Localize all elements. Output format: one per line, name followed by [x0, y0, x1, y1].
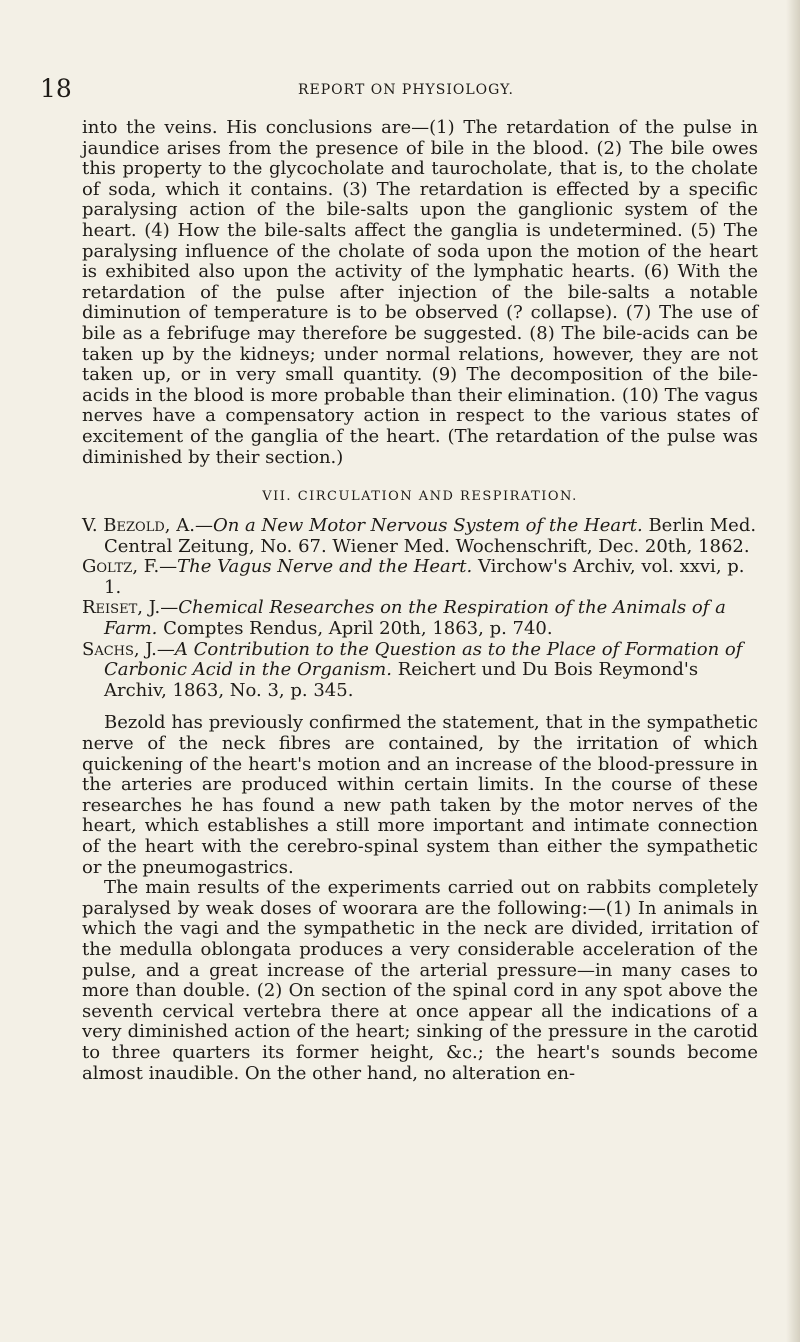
bezold-paragraph: Bezold has previously confirmed the statement, that in the sympathetic nerve of the neck fibres are contained, by the irritation of which quickening of the heart's motion and an increase of the blood-pressure in the arteries are produced within certain limits. In the course of these researches he has found a new path taken by the motor nerves of the heart, which establishes a still more important and intimate connection of the heart with the cerebro-spinal system than either the sympathetic or the pneumogastrics. [82, 712, 758, 878]
reference-author: Goltz, F. [82, 556, 160, 578]
page-header [40, 74, 760, 103]
reference-details: Reichert und Du Bois Reymond's Archiv, 1863, No. 3, p. 345. [104, 659, 699, 701]
reference-entry: Reiset, J.—Chemical Researches on the Respiration of the Animals of a Farm. Comptes Rendus, April 20th, 1863, p. 740. [82, 597, 726, 640]
reference-title: On a New Motor Nervous System of the Heart. [212, 515, 643, 537]
reference-list [82, 516, 758, 701]
section-heading: VII. CIRCULATION AND RESPIRATION. [262, 489, 578, 505]
reference-entry: V. Bezold, A.—On a New Motor Nervous System of the Heart. Berlin Med. Central Zeitung, No. 67. Wiener Med. Wochenschrift, Dec. 20th, 1862. [82, 515, 757, 557]
reference-details: Comptes Rendus, April 20th, 1863, p. 740. [163, 618, 553, 640]
reference-title: The Vagus Nerve and the Heart. [177, 556, 473, 578]
running-head: REPORT ON PHYSIOLOGY. [298, 82, 514, 98]
results-paragraph: The main results of the experiments carried out on rabbits completely paralysed by weak doses of woorara are the following:—(1) In animals in which the vagi and the sympathetic in the neck are divided, irritation of the medulla oblongata produces a very considerable acceleration of the pulse, and a great increase of the arterial pressure—in many cases to more than double. (2) On section of the spinal cord in any spot above the seventh cervical vertebra there at once appear all the indications of a very diminished action of the heart; sinking of the pressure in the carotid to three quarters its former height, &c.; the heart's sounds become almost inaudible. On the other hand, no alteration en- [82, 877, 758, 1084]
reference-entry: Sachs, J.—A Contribution to the Question as to the Place of Formation of Carbonic Acid in the Organism. Reichert und Du Bois Reymond's Archiv, 1863, No. 3, p. 345. [82, 638, 743, 701]
reference-author: Reiset, J. [82, 597, 161, 619]
reference-title: A Contribution to the Question as to the Place of Formation of Carbonic Acid in the Organism. [104, 638, 743, 681]
reference-author: V. Bezold, A. [82, 515, 195, 537]
reference-entry: Goltz, F.—The Vagus Nerve and the Heart. Virchow's Archiv, vol. xxvi, p. 1. [82, 556, 745, 598]
page-number: 18 [40, 74, 72, 103]
reference-details: Berlin Med. Central Zeitung, No. 67. Wiener Med. Wochenschrift, Dec. 20th, 1862. [104, 515, 757, 557]
reference-title: Chemical Researches on the Respiration of the Animals of a Farm. [104, 597, 726, 640]
reference-details: Virchow's Archiv, vol. xxvi, p. 1. [104, 556, 745, 598]
page-body [82, 118, 758, 1084]
page-edge-shadow [786, 0, 800, 1342]
intro-paragraph: into the veins. His conclusions are—(1) The retardation of the pulse in jaundice arises from the presence of bile in the blood. (2) The bile owes this property to the glycocholate and taurocholate, that is, to the cholate of soda, which it contains. (3) The retardation is effected by a specific paralysing action of the bile-salts upon the ganglionic system of the heart. (4) How the bile-salts affect the ganglia is undetermined. (5) The paralysing influence of the cholate of soda upon the motion of the heart is exhibited also upon the activity of the lymphatic hearts. (6) With the retardation of the pulse after injection of the bile-salts a notable diminution of temperature is to be observed (? collapse). (7) The use of bile as a febrifuge may therefore be suggested. (8) The bile-acids can be taken up by the kidneys; under normal relations, however, they are not taken up, or in very small quantity. (9) The decomposition of the bile-acids in the blood is more probable than their elimination. (10) The vagus nerves have a compensatory action in respect to the various states of excitement of the ganglia of the heart. (The retardation of the pulse was diminished by their section.) [82, 117, 758, 468]
reference-author: Sachs, J. [82, 638, 157, 660]
